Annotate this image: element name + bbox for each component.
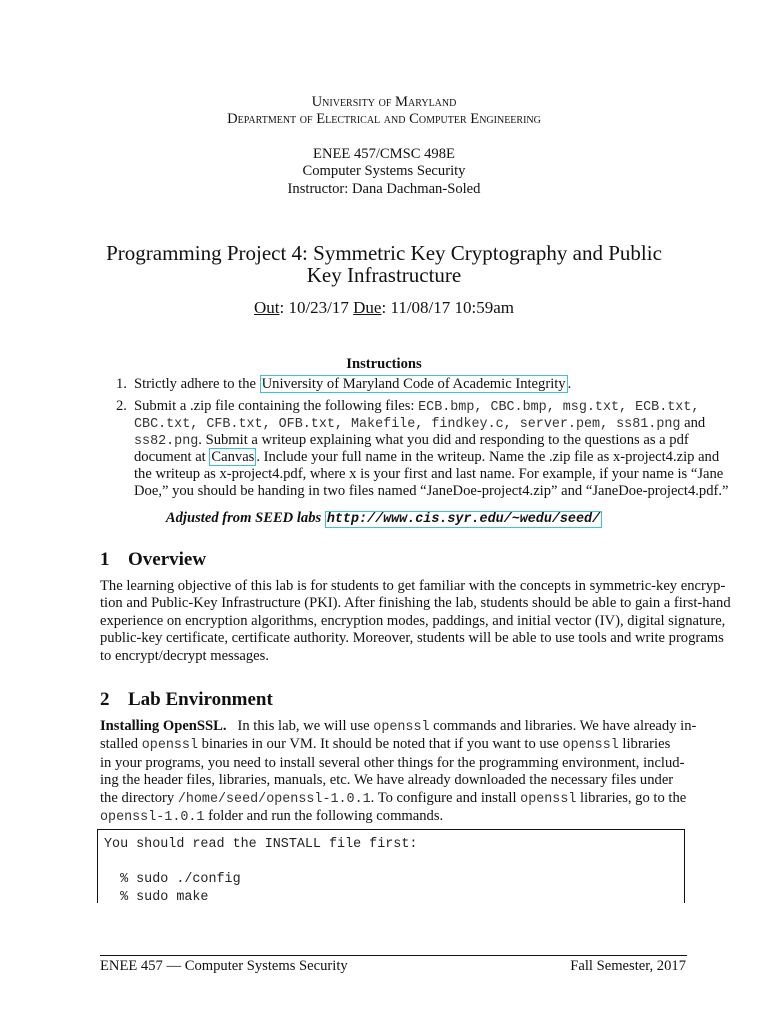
project-title-line2: Key Infrastructure — [306, 263, 462, 287]
inline-code: openssl — [562, 738, 619, 754]
instruction-1 — [134, 376, 571, 393]
lab-env-text: stalled — [100, 736, 142, 753]
lab-env-text: folder and run the following commands. — [204, 808, 444, 825]
lab-env-text: commands and libraries. We have already in- — [429, 718, 697, 734]
course-code: ENEE 457/CMSC 498E — [313, 146, 455, 162]
section-number: 1 — [100, 549, 110, 570]
dates-line — [0, 298, 768, 318]
lab-env-text: libraries, go to the — [576, 789, 687, 806]
lab-env-line1 — [100, 718, 697, 736]
instruction-1-prefix: Strictly adhere to the — [134, 376, 260, 392]
code-line — [104, 854, 678, 872]
section-title: Overview — [128, 549, 207, 570]
footer-right: Fall Semester, 2017 — [570, 958, 686, 974]
code-line: % sudo make — [104, 889, 209, 905]
instruction-2-line3 — [134, 432, 689, 449]
file-list-2: CBC.txt, CFB.txt, OFB.txt, Makefile, findkey.c, server.pem, ss81.png — [134, 417, 681, 432]
code-line: You should read the INSTALL file first: — [104, 837, 418, 852]
code-line: % sudo ./config — [104, 872, 241, 888]
lab-env-text: the directory — [100, 789, 178, 806]
overview-line: experience on encryption algorithms, encryption modes, paddings, and initial vector (IV), digital signature, — [100, 612, 726, 629]
lab-env-line4: ing the header files, libraries, manuals, etc. We have already downloaded the necessary files under — [100, 772, 674, 789]
instruction-2-line4 — [134, 449, 720, 466]
lab-env-line2 — [100, 736, 687, 754]
instruction-2-line6: Doe,” you should be handing in two files named “JaneDoe-project4.zip” and “JaneDoe-project4.pdf.” — [134, 483, 729, 499]
lab-env-text: . To configure and install — [370, 789, 521, 806]
overview-line: tion and Public-Key Infrastructure (PKI). After finishing the lab, students should be able to gain a first-hand — [100, 595, 731, 612]
lab-env-paragraph — [100, 718, 697, 826]
instructor: Instructor: Dana Dachman-Soled — [287, 181, 481, 197]
code-block — [97, 829, 685, 903]
course-name: Computer Systems Security — [302, 163, 466, 179]
overview-line: The learning objective of this lab is for students to get familiar with the concepts in symmetric-key encryp- — [100, 578, 726, 594]
instruction-1-num: 1. — [116, 376, 127, 392]
inline-code: openssl — [141, 738, 198, 754]
lab-env-line5 — [100, 790, 687, 808]
lab-env-line3: in your programs, you need to install several other things for the programming environment, includ- — [100, 754, 685, 771]
out-label: Out — [253, 298, 280, 317]
instruction-2-text: Submit a .zip file containing the following files: — [134, 398, 419, 414]
inline-code: openssl — [520, 791, 577, 807]
inline-code: openssl-1.0.1 — [100, 810, 205, 826]
overview-line: to encrypt/decrypt messages. — [100, 647, 269, 664]
instruction-1-suffix: . — [567, 376, 572, 392]
overview-paragraph — [100, 578, 731, 665]
canvas-link[interactable]: Canvas — [211, 449, 255, 465]
out-date: : 10/23/17 — [279, 298, 349, 317]
instruction-2-and: and — [680, 415, 706, 431]
file-list-3: ss82.png — [134, 434, 199, 449]
installing-openssl-lead: Installing OpenSSL. — [100, 718, 227, 734]
instruction-2-doc: document at — [134, 449, 210, 465]
instruction-2-naming: . Include your full name in the writeup. Name the .zip file as x-project4.zip and — [256, 449, 720, 465]
instruction-2-num: 2. — [116, 398, 127, 414]
section-title: Lab Environment — [128, 689, 273, 710]
inline-code: openssl — [373, 720, 430, 735]
seed-labs-link[interactable]: http://www.cis.syr.edu/~wedu/seed/ — [326, 512, 601, 527]
adjusted-from-line — [0, 510, 768, 527]
lab-env-line6 — [100, 808, 687, 826]
instructions-heading: Instructions — [346, 356, 422, 372]
due-label: Due — [353, 298, 382, 317]
university-name: University of Maryland — [311, 94, 457, 110]
file-list-1: ECB.bmp, CBC.bmp, msg.txt, ECB.txt, — [418, 400, 700, 415]
lab-env-text: libraries — [618, 736, 671, 753]
overview-line: public-key certificate, certificate authority. Moreover, students will be able to use tools and write programs — [100, 630, 724, 647]
instruction-2-line1 — [134, 398, 700, 415]
section-overview-heading — [100, 549, 206, 571]
adjusted-label: Adjusted from SEED labs — [165, 510, 325, 526]
academic-integrity-link[interactable]: University of Maryland Code of Academic Integrity — [261, 376, 566, 392]
lab-env-text: binaries in our VM. It should be noted that if you want to use — [198, 736, 563, 753]
section-lab-env-heading — [100, 689, 273, 711]
instruction-2-writeup: . Submit a writeup explaining what you did and responding to the questions as a pdf — [198, 432, 689, 448]
section-number: 2 — [100, 689, 110, 710]
department-name: Department of Electrical and Computer Engineering — [227, 111, 541, 127]
footer-left: ENEE 457 — Computer Systems Security — [100, 958, 348, 974]
lab-env-text: In this lab, we will use — [226, 718, 374, 734]
instruction-2-line5: the writeup as x-project4.pdf, where x is your first and last name. For example, if your name is “Jane — [134, 466, 724, 482]
inline-code: /home/seed/openssl-1.0.1 — [177, 791, 371, 807]
project-title-line1: Programming Project 4: Symmetric Key Cryptography and Public — [106, 241, 662, 265]
instruction-2 — [134, 398, 729, 500]
instruction-2-line2 — [134, 415, 706, 432]
due-date: : 11/08/17 10:59am — [381, 298, 515, 317]
footer-divider — [100, 955, 687, 956]
